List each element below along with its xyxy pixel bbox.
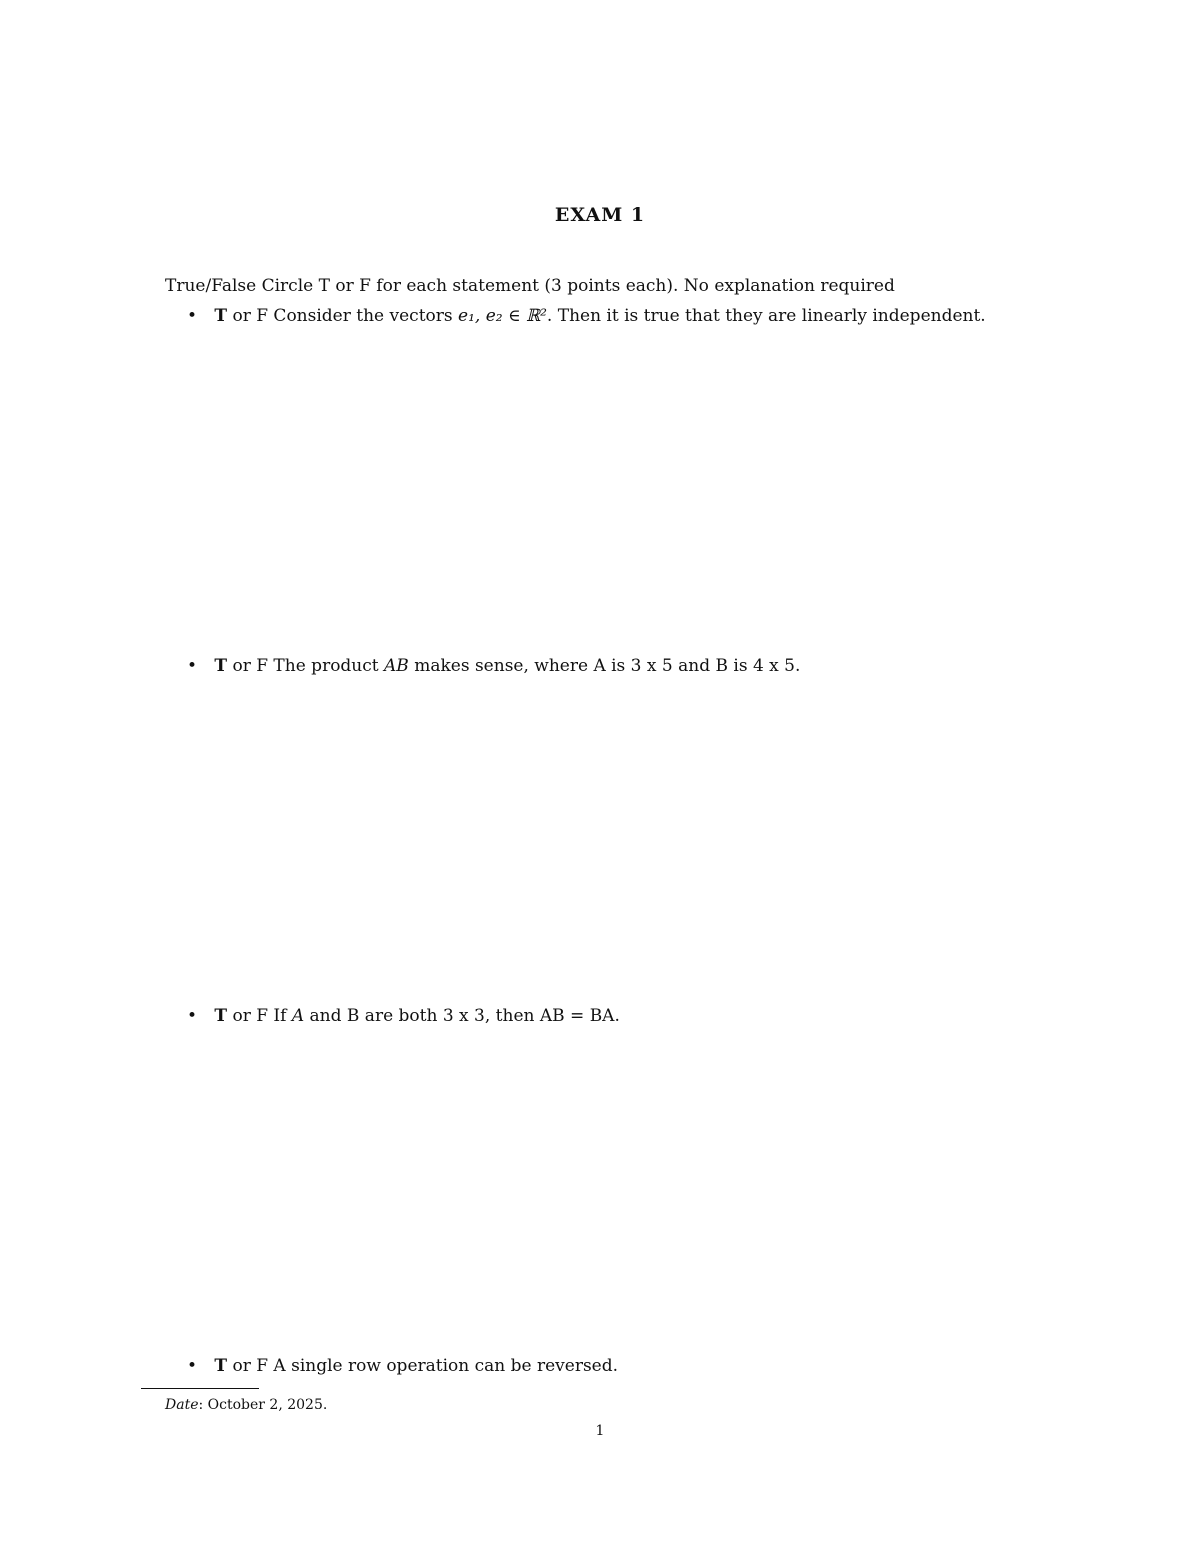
page-title: EXAM 1 — [554, 204, 646, 226]
bullet-icon: • — [187, 656, 198, 676]
question-tail: and B are both 3 x 3, then AB = BA. — [304, 1006, 620, 1026]
question-item-3 — [187, 1006, 620, 1026]
question-tail: . Then it is true that they are linearly independent. — [546, 306, 986, 326]
true-option[interactable]: T — [214, 306, 228, 326]
question-text: or F The product — [232, 656, 385, 676]
question-text: or F A single row operation can be reversed. — [232, 1356, 619, 1376]
question-text: or F Consider the vectors — [232, 306, 459, 326]
question-text: or F If — [232, 1006, 292, 1026]
footnote-label: Date — [165, 1397, 199, 1413]
footnote-rule — [141, 1388, 259, 1389]
page-number: 1 — [595, 1423, 605, 1439]
question-item-2 — [187, 656, 800, 676]
question-item-4 — [187, 1356, 618, 1376]
footnote-text: : October 2, 2025. — [198, 1397, 328, 1413]
question-item-1 — [187, 306, 986, 326]
question-tail: makes sense, where A is 3 x 5 and B is 4 x 5. — [408, 656, 801, 676]
true-option[interactable]: T — [214, 656, 228, 676]
bullet-icon: • — [187, 1006, 198, 1026]
bullet-icon: • — [187, 306, 198, 326]
true-option[interactable]: T — [214, 1006, 228, 1026]
true-option[interactable]: T — [214, 1356, 228, 1376]
question-math: AB — [384, 656, 409, 676]
question-math: e₁, e₂ ∈ ℝ² — [458, 306, 547, 326]
instructions-text: True/False Circle T or F for each statement (3 points each). No explanation required — [165, 276, 895, 296]
footnote — [165, 1397, 327, 1413]
bullet-icon: • — [187, 1356, 198, 1376]
instructions — [165, 276, 895, 296]
question-math: A — [291, 1006, 305, 1026]
